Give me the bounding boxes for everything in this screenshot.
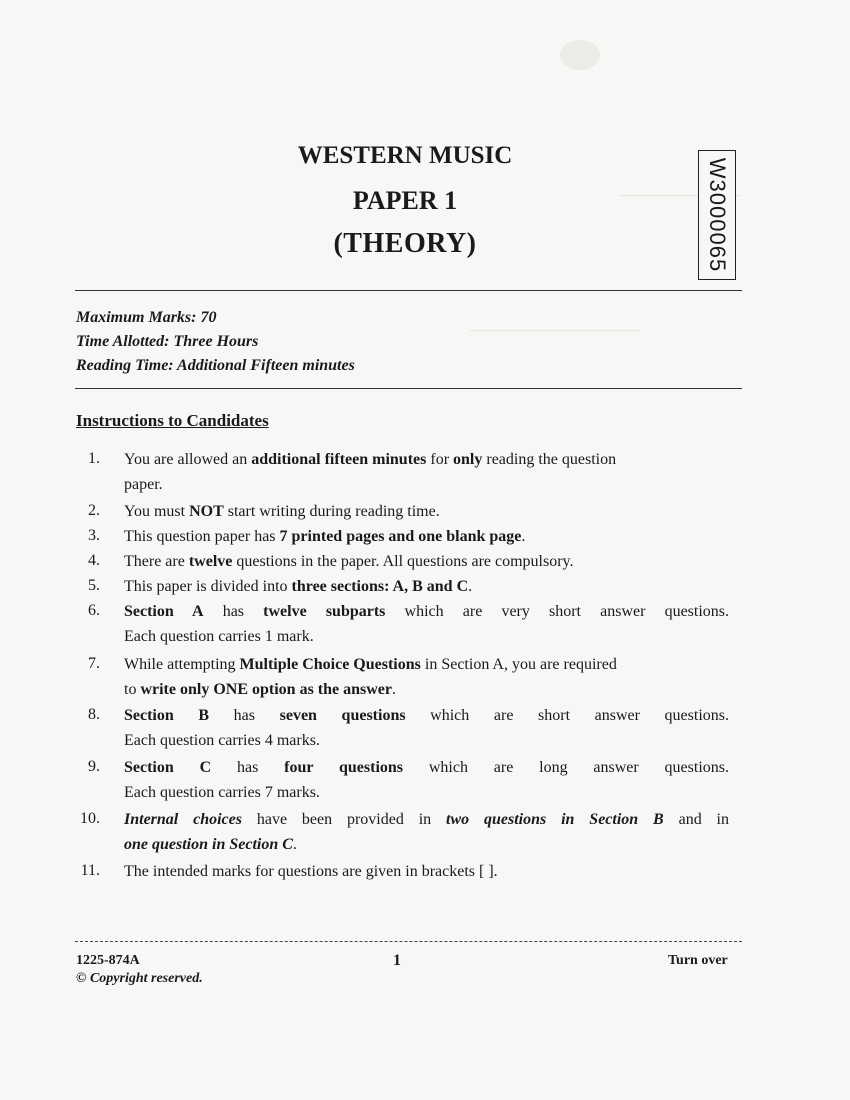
instruction-item: Internal choices have been provided in two questions in Section B and in one question in Section C. (124, 811, 730, 853)
instruction-number: 10. (80, 810, 100, 827)
instruction-item: This paper is divided into three sections: A, B and C. (124, 578, 473, 595)
instruction-number: 9. (88, 758, 100, 775)
instruction-number: 2. (88, 502, 100, 519)
exam-paper-type: (THEORY) (333, 228, 477, 259)
page-number: 1 (393, 952, 401, 969)
instruction-item: Section B has seven questions which are short answer questions. Each question carries 4 marks. (124, 707, 730, 749)
instruction-item: While attempting Multiple Choice Questions in Section A, you are required to write only ONE option as the answer. (124, 656, 617, 698)
instruction-number: 1. (88, 450, 100, 467)
turn-over-label: Turn over (668, 953, 728, 968)
scan-showthrough-line (470, 330, 640, 331)
time-allotted: Time Allotted: Three Hours (76, 333, 259, 350)
instruction-item: This question paper has 7 printed pages and one blank page. (124, 528, 526, 545)
exam-subject-title: WESTERN MUSIC (297, 142, 513, 169)
instruction-number: 8. (88, 706, 100, 723)
scan-smudge (560, 40, 600, 70)
instruction-item: You are allowed an additional fifteen minutes for only reading the question paper. (124, 451, 617, 493)
reading-time: Reading Time: Additional Fifteen minutes (76, 357, 355, 374)
maximum-marks: Maximum Marks: 70 (76, 309, 217, 326)
footer-divider (75, 941, 742, 942)
instruction-item: Section A has twelve subparts which are very short answer questions. Each question carries 1 mark. (124, 603, 730, 645)
instruction-number: 5. (88, 577, 100, 594)
instruction-item: Section C has four questions which are long answer questions. Each question carries 7 marks. (124, 759, 729, 801)
copyright-notice: © Copyright reserved. (76, 971, 203, 986)
paper-code: W3000065 (705, 157, 730, 273)
instruction-item: You must NOT start writing during reading time. (124, 503, 440, 520)
meta-divider (75, 388, 742, 389)
instruction-number: 7. (88, 655, 100, 672)
instruction-number: 3. (88, 527, 100, 544)
instruction-item: There are twelve questions in the paper. All questions are compulsory. (124, 553, 574, 570)
instruction-number: 6. (88, 602, 100, 619)
exam-paper-number: PAPER 1 (352, 186, 458, 215)
paper-serial-code: 1225-874A (76, 953, 140, 968)
instruction-item: The intended marks for questions are given in brackets [ ]. (124, 863, 498, 880)
instruction-number: 11. (80, 862, 100, 879)
instruction-number: 4. (88, 552, 100, 569)
paper-code-stamp (698, 150, 736, 280)
header-divider (75, 290, 742, 291)
instructions-heading: Instructions to Candidates (76, 411, 269, 430)
